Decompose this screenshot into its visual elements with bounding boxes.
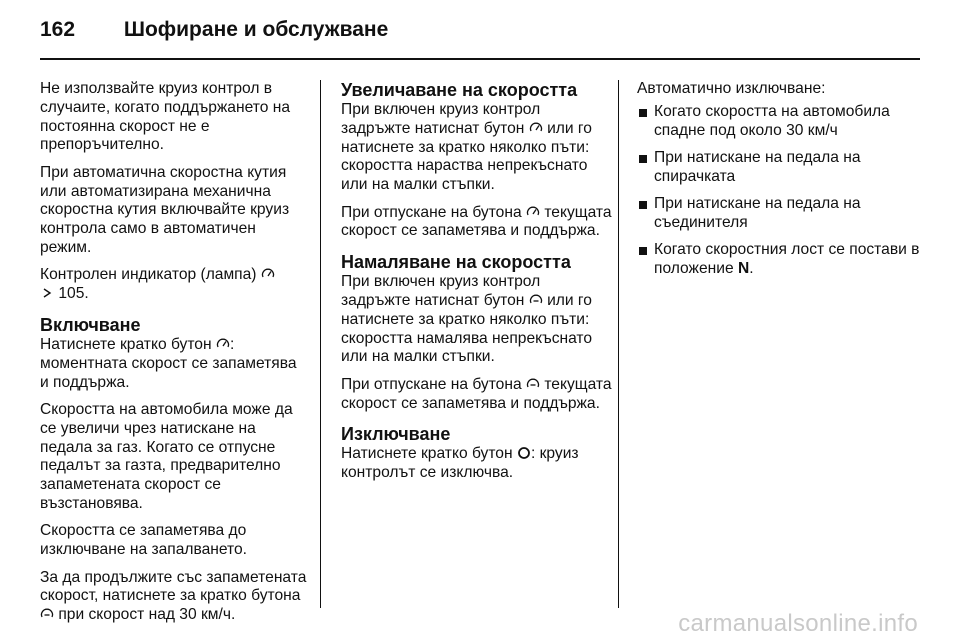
paragraph: [40, 266, 308, 304]
paragraph: [341, 273, 613, 367]
column-3: [637, 80, 927, 288]
text: При отпускане на бутона: [341, 203, 522, 221]
text: При отпускане на бутона: [341, 375, 522, 393]
paragraph: [341, 101, 613, 195]
paragraph: [341, 445, 613, 483]
header-rule: [40, 58, 920, 60]
cruise-control-icon: [529, 121, 543, 135]
text: При включен круиз контрол задръжте натиснат бутон: [341, 101, 541, 137]
section-heading-off: Изключване: [341, 424, 451, 445]
text: или го натиснете за кратко няколко пъти: скоростта намалява непрекъснато или на малки стъпки.: [341, 291, 593, 366]
paragraph: [40, 569, 308, 625]
paragraph: [341, 204, 613, 242]
bullet-icon: [639, 201, 647, 209]
list-item: [637, 241, 927, 279]
text: или го натиснете за кратко няколко пъти: скоростта нараства непрекъснато или на малки стъпки.: [341, 119, 592, 194]
text: : моментната скорост се запаметява и поддържа.: [40, 335, 297, 391]
paragraph: При автоматична скоростна кутия или автоматизирана механична скоростна кутия включвайте круиз контрола само в автоматичен режим.: [40, 163, 290, 256]
gear-position: N: [738, 260, 750, 278]
text: Натиснете кратко бутон: [40, 335, 212, 353]
resume-minus-icon: [529, 293, 543, 307]
page-header: [40, 18, 388, 42]
bullet-icon: [639, 155, 647, 163]
paragraph: [40, 336, 308, 392]
cruise-control-icon: [526, 205, 540, 219]
list-item-text: Когато скоростния лост се постави в положение: [654, 241, 920, 278]
page-reference-link[interactable]: 105.: [58, 285, 89, 303]
page-number: 162: [40, 18, 76, 41]
column-2: [341, 80, 613, 492]
text: При включен круиз контрол задръжте натиснат бутон: [341, 273, 541, 309]
cruise-control-icon: [216, 337, 230, 351]
paragraph: Скоростта на автомобила може да се увеличи чрез натискане на педала за газ. Когато се отпусне педалът за газта, предварително запаметената скорост се възстановява.: [40, 400, 293, 512]
list-item: [637, 195, 927, 233]
auto-off-intro: Автоматично изключване:: [637, 80, 826, 97]
column-divider-2: [618, 80, 619, 608]
page-title: Шофиране и обслужване: [123, 18, 389, 41]
section-heading-increase: Увеличаване на скоростта: [341, 80, 578, 100]
text: при скорост над 30 км/ч.: [58, 606, 236, 624]
resume-minus-icon: [40, 607, 54, 621]
paragraph: Скоростта се запаметява до изключване на запалването.: [40, 522, 248, 559]
text: : круиз контролът се изключва.: [341, 445, 579, 482]
section-heading-activate: Включване: [40, 314, 141, 335]
bullet-icon: [639, 109, 647, 117]
watermark: carmanualsonline.info: [678, 610, 918, 637]
bullet-icon: [639, 247, 647, 255]
cruise-control-icon: [261, 267, 275, 281]
list-item-text: .: [749, 260, 754, 278]
list-item: [637, 103, 927, 141]
column-divider-1: [320, 80, 321, 608]
reference-arrow-icon[interactable]: [40, 286, 54, 300]
cruise-off-icon: [517, 446, 531, 460]
list-item-text: При натискане на педала на съединителя: [654, 195, 861, 231]
text: текущата скорост се запаметява и поддържа.: [341, 375, 612, 412]
paragraph: Не използвайте круиз контрол в случаите, когато поддържането на постоянна скорост не е препоръчително.: [40, 80, 290, 154]
list-item: [637, 149, 927, 187]
list-item-text: При натискане на педала на спирачката: [654, 148, 861, 185]
list-item-text: Когато скоростта на автомобила спадне под около 30 км/ч: [654, 102, 890, 139]
text: Натиснете кратко бутон: [341, 445, 513, 463]
column-1: [40, 80, 308, 633]
text: текущата скорост се запаметява и поддържа.: [341, 203, 612, 240]
section-heading-decrease: Намаляване на скоростта: [341, 252, 571, 273]
paragraph: [341, 376, 613, 414]
text: За да продължите със запаметената скорост, натиснете за кратко бутона: [40, 568, 307, 605]
auto-off-list: [637, 103, 927, 279]
resume-minus-icon: [526, 377, 540, 391]
indicator-text: Контролен индикатор (лампа): [40, 266, 257, 284]
